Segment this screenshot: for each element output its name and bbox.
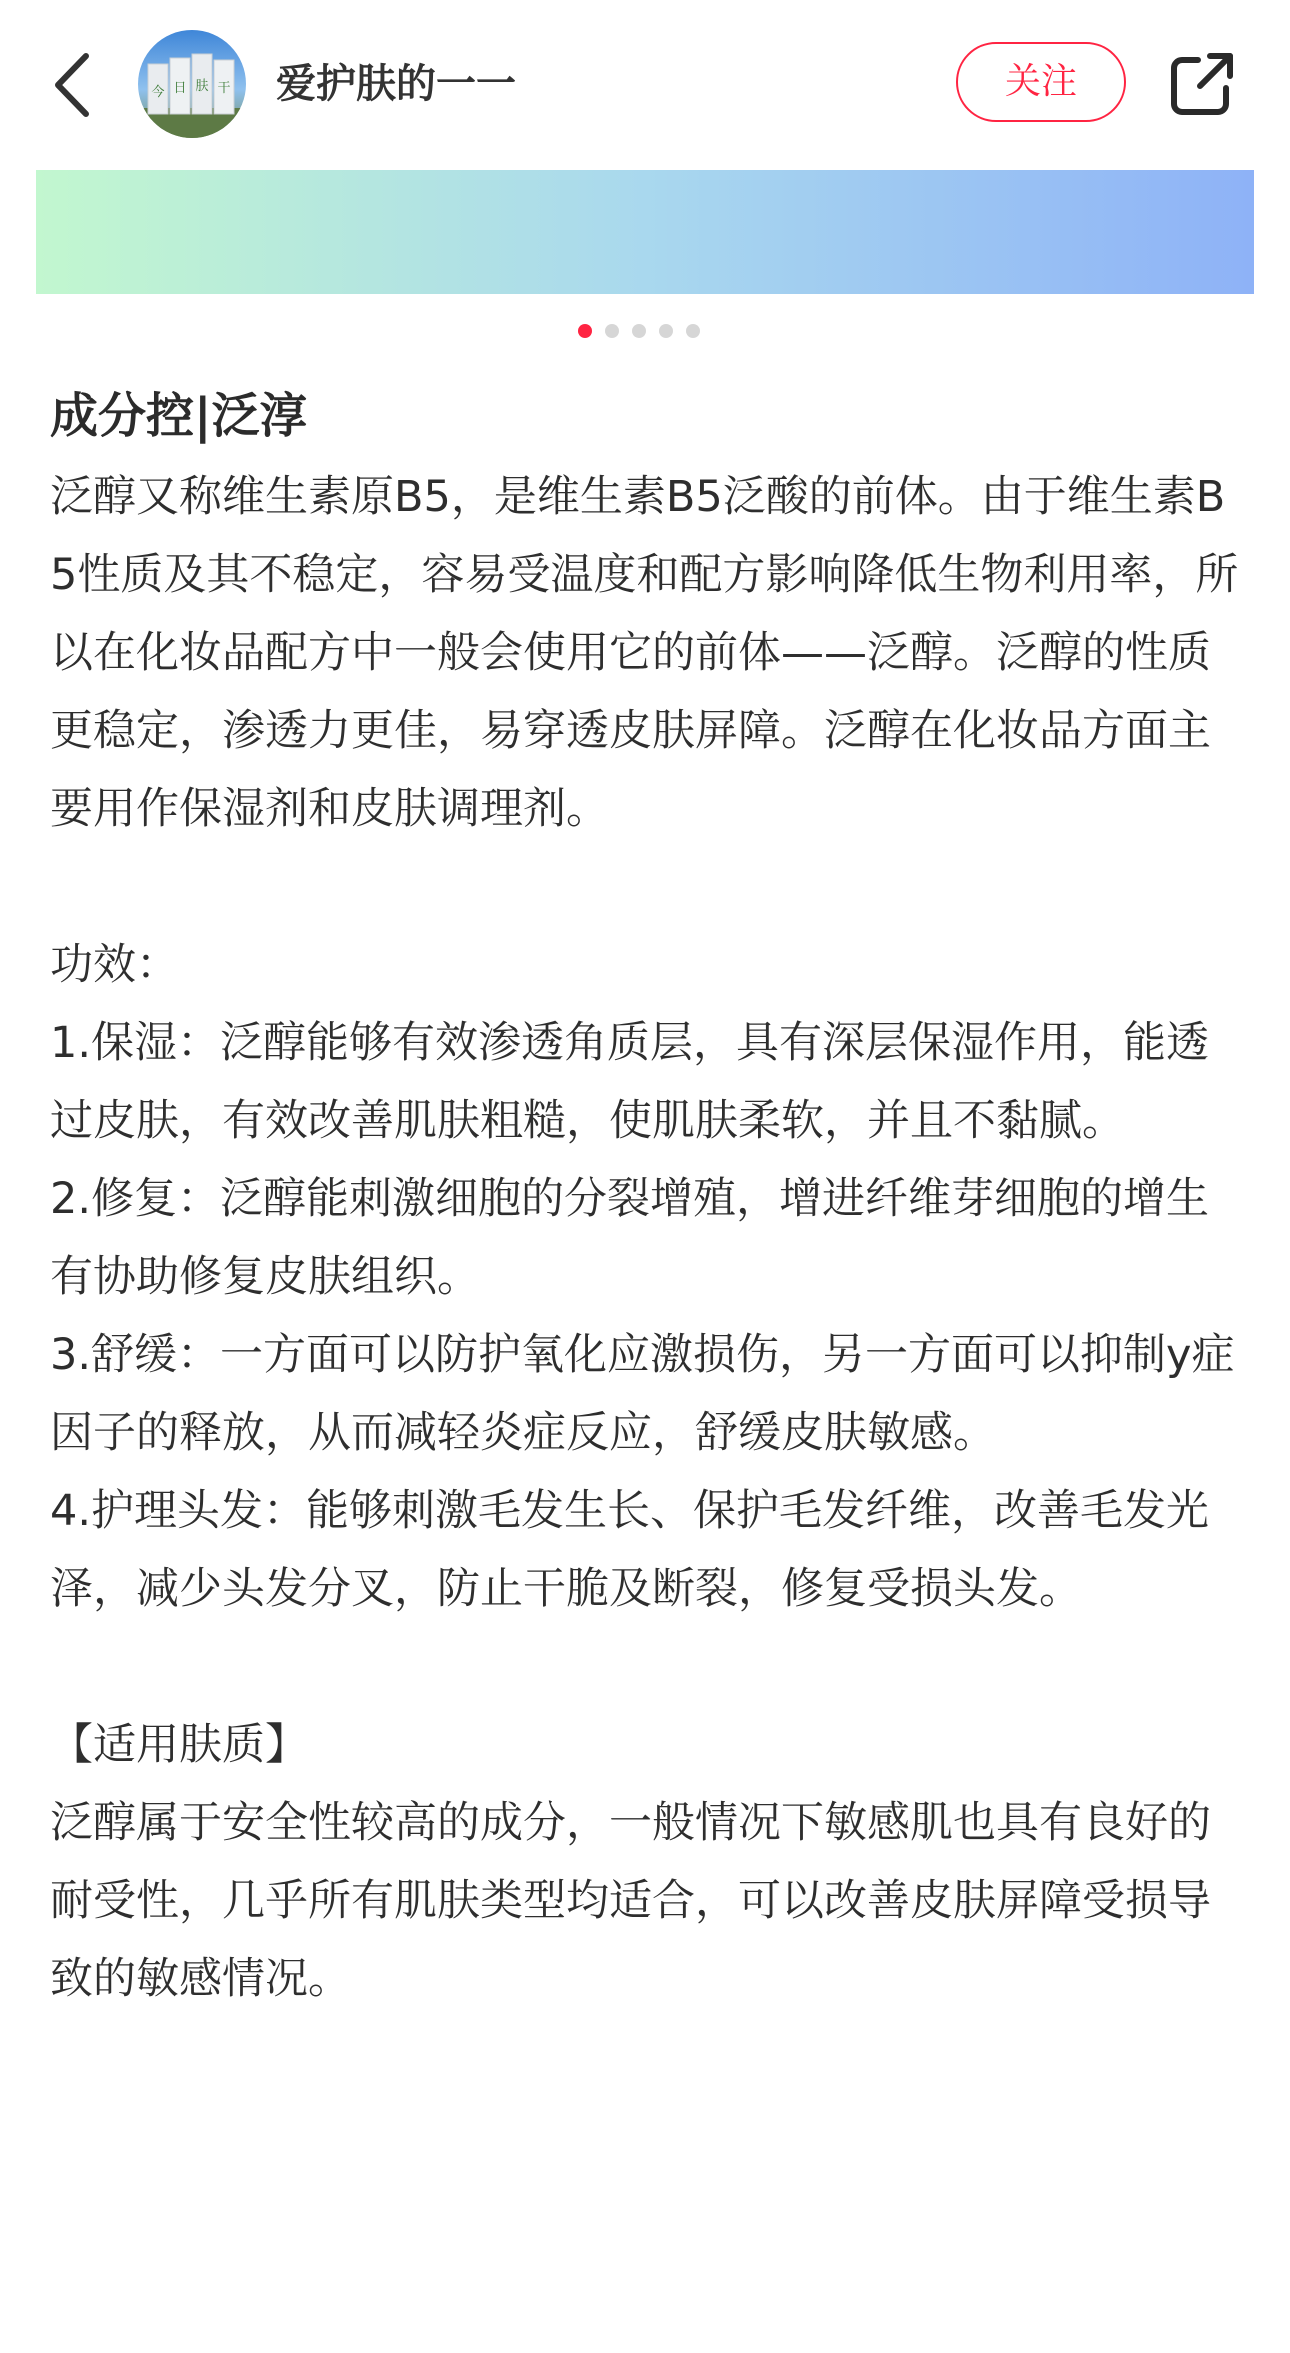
top-bar [0, 0, 1290, 170]
note-intro: 泛醇又称维生素原B5，是维生素B5泛酸的前体。由于维生素B5性质及其不稳定，容易受温度和配方影响降低生物利用率，所以在化妆品配方中一般会使用它的前体——泛醇。泛醇的性质更稳定，渗透力更佳，易穿透皮肤屏障。泛醇在化妆品方面主要用作保湿剂和皮肤调理剂。 [50, 472, 1239, 834]
carousel-dot-2[interactable] [605, 324, 619, 338]
svg-text:肤: 肤 [195, 79, 209, 94]
note-title: 成分控|泛淳 [50, 388, 308, 444]
back-button[interactable] [48, 50, 98, 120]
share-icon [1168, 48, 1238, 118]
svg-text:日: 日 [173, 81, 187, 96]
effect-hair-care: 4.护理头发：能够刺激毛发生长、保护毛发纤维，改善毛发光泽，减少头发分叉，防止干脆及断裂，修复受损头发。 [50, 1486, 1210, 1614]
chevron-left-icon [48, 50, 98, 120]
carousel-dot-5[interactable] [686, 324, 700, 338]
share-button[interactable] [1168, 48, 1238, 118]
image-carousel[interactable] [36, 170, 1254, 294]
svg-text:干: 干 [217, 81, 231, 96]
skin-type-heading: 【适用肤质】 [50, 1720, 308, 1770]
carousel-dot-1[interactable] [578, 324, 592, 338]
spacer [50, 1628, 1240, 1706]
svg-text:今: 今 [151, 85, 165, 100]
carousel-indicator [578, 324, 700, 338]
skin-type-text: 泛醇属于安全性较高的成分，一般情况下敏感肌也具有良好的耐受性，几乎所有肌肤类型均适合，可以改善皮肤屏障受损导致的敏感情况。 [50, 1798, 1211, 2004]
effect-repair: 2.修复：泛醇能刺激细胞的分裂增殖，增进纤维芽细胞的增生有协助修复皮肤组织。 [50, 1174, 1210, 1302]
avatar-image [138, 30, 246, 138]
note-content [50, 380, 1240, 2018]
carousel-dot-4[interactable] [659, 324, 673, 338]
spacer [50, 848, 1240, 926]
effect-moisturize: 1.保湿：泛醇能够有效渗透角质层，具有深层保湿作用，能透过皮肤，有效改善肌肤粗糙，使肌肤柔软，并且不黏腻。 [50, 1018, 1210, 1146]
effects-heading: 功效： [50, 940, 179, 990]
carousel-dot-3[interactable] [632, 324, 646, 338]
effect-soothe: 3.舒缓：一方面可以防护氧化应激损伤，另一方面可以抑制y症因子的释放，从而减轻炎症反应，舒缓皮肤敏感。 [50, 1330, 1235, 1458]
avatar[interactable] [138, 30, 246, 138]
author-name[interactable]: 爱护肤的一一 [276, 61, 516, 107]
follow-button[interactable]: 关注 [956, 42, 1126, 122]
